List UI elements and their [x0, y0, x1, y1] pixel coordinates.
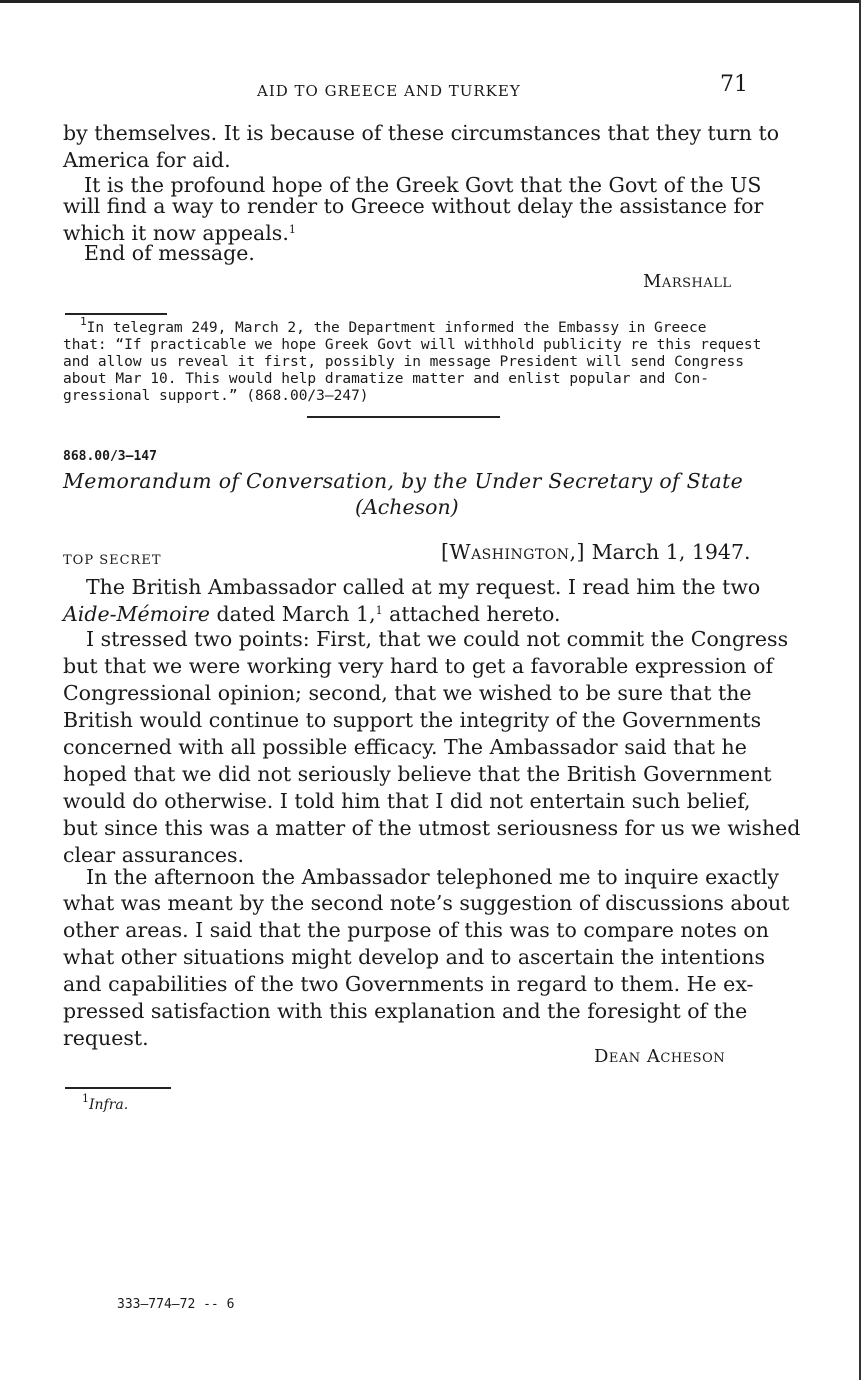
date: March 1, 1947.: [591, 540, 751, 564]
footnote-infra: [82, 1092, 129, 1113]
text-line: and capabilities of the two Governments in regard to them. He ex-: [63, 972, 754, 996]
printer-code: 333–774—72 -- 6: [117, 1297, 235, 1312]
text-line: America for aid.: [63, 148, 231, 172]
text-line: I stressed two points: First, that we could not commit the Congress: [86, 627, 789, 651]
text-line: clear assurances.: [63, 843, 245, 867]
aide-memoire-text: Aide-Mémoire: [63, 602, 210, 626]
text-line: by themselves. It is because of these circumstances that they turn to: [63, 121, 780, 145]
text-line: request.: [63, 1026, 149, 1050]
end-of-message: [84, 240, 255, 267]
text-line: what other situations might develop and to ascertain the intentions: [63, 945, 765, 969]
text-line: concerned with all possible efficacy. The Ambassador said that he: [63, 735, 747, 759]
footnote-telegram: [63, 315, 762, 405]
paragraph-1-cont: [63, 601, 561, 628]
continuation-paragraph-cont: [63, 193, 763, 247]
text-line: other areas. I said that the purpose of this was to compare notes on: [63, 918, 769, 942]
continuation-text: [63, 120, 779, 174]
text-line: which it now appeals.: [63, 221, 289, 245]
document-separator: [307, 416, 500, 418]
page-number: 71: [720, 72, 748, 97]
signature-marshall: Marshall: [643, 271, 732, 292]
dateline: [441, 539, 751, 566]
text-line: The British Ambassador called at my request. I read him the two: [86, 575, 761, 599]
text-line: would do otherwise. I told him that I did not entertain such belief,: [63, 789, 751, 813]
page-top-edge: [0, 0, 861, 3]
document-title-author: (Acheson): [355, 495, 459, 519]
text-span: attached hereto.: [382, 602, 561, 626]
footnote-line: that: “If practicable we hope Greek Govt will withhold publicity re this request: [63, 337, 762, 353]
text-line: but since this was a matter of the utmost seriousness for us we wished: [63, 816, 801, 840]
paragraph-1: [86, 574, 760, 601]
text-line: It is the profound hope of the Greek Govt that the Govt of the US: [84, 173, 762, 197]
place: [Washington,]: [441, 540, 586, 564]
text-line: End of message.: [84, 241, 255, 265]
signature-acheson: Dean Acheson: [594, 1046, 726, 1067]
footnote-marker: 1: [82, 1092, 89, 1105]
footnote-reference: 1: [375, 604, 383, 617]
footnote-rule-bottom: [65, 1087, 171, 1089]
classification-label: TOP SECRET: [63, 553, 162, 568]
paragraph-2-first: [86, 626, 788, 653]
footnote-text: Infra.: [89, 1097, 129, 1113]
footnote-line: gressional support.” (868.00/3–247): [63, 388, 369, 404]
text-line: what was meant by the second note’s suggestion of discussions about: [63, 891, 790, 915]
file-number: 868.00/3–147: [63, 449, 157, 464]
text-line: British would continue to support the integrity of the Governments: [63, 708, 762, 732]
footnote-line: In telegram 249, March 2, the Department informed the Embassy in Greece: [86, 320, 707, 336]
text-line: but that we were working very hard to get a favorable expression of: [63, 654, 774, 678]
running-title: AID TO GREECE AND TURKEY: [257, 82, 521, 100]
text-line: will find a way to render to Greece without delay the assistance for: [63, 194, 764, 218]
text-span: dated March 1,: [209, 602, 376, 626]
text-line: hoped that we did not seriously believe that the British Government: [63, 762, 772, 786]
paragraph-3: [63, 890, 790, 1052]
footnote-line: and allow us reveal it first, possibly in message President will send Congress: [63, 354, 744, 370]
paragraph-2: [63, 653, 800, 869]
footnote-reference: 1: [288, 223, 296, 236]
footnote-marker: 1: [80, 315, 87, 328]
document-title: Memorandum of Conversation, by the Under Secretary of State: [63, 469, 744, 493]
paragraph-3-first: [86, 864, 779, 891]
footnote-line: about Mar 10. This would help dramatize matter and enlist popular and Con-: [63, 371, 710, 387]
text-line: pressed satisfaction with this explanation and the foresight of the: [63, 999, 748, 1023]
text-line: Congressional opinion; second, that we wished to be sure that the: [63, 681, 752, 705]
text-line: In the afternoon the Ambassador telephoned me to inquire exactly: [86, 865, 779, 889]
